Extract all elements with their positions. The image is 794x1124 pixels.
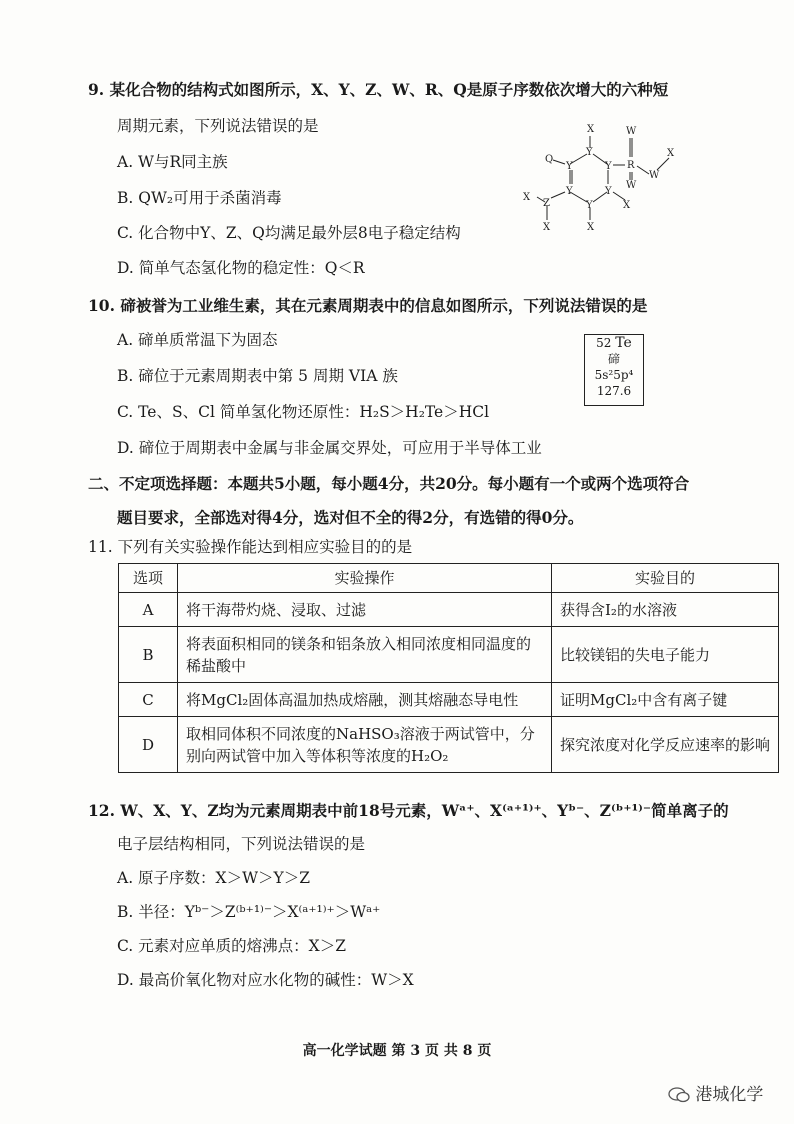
svg-text:Y: Y xyxy=(586,200,593,211)
brand-name: 港城化学 xyxy=(695,1085,764,1105)
q10-option-a: A. 碲单质常温下为固态 xyxy=(117,331,278,349)
element-name: 碲 xyxy=(607,352,620,366)
table-header-operation: 实验操作 xyxy=(178,564,552,593)
svg-text:X: X xyxy=(587,222,595,232)
element-number: 52 xyxy=(596,336,612,350)
svg-text:W: W xyxy=(649,170,660,181)
table-row xyxy=(119,627,779,683)
svg-text:X: X xyxy=(667,148,675,159)
q12-option-d: D. 最高价氧化物对应水化物的碱性：W＞X xyxy=(117,971,414,989)
svg-text:Y: Y xyxy=(605,186,612,197)
table-header-option: 选项 xyxy=(119,564,178,593)
q10-option-b: B. 碲位于元素周期表中第 5 周期 VIA 族 xyxy=(117,367,398,385)
q9-option-a: A. W与R同主族 xyxy=(117,153,228,171)
q12-option-c: C. 元素对应单质的熔沸点：X＞Z xyxy=(117,937,346,955)
section2-heading-line1: 二、不定项选择题：本题共5小题，每小题4分，共20分。每小题有一个或两个选项符合 xyxy=(88,474,690,493)
table-cell-option: B xyxy=(119,627,178,683)
svg-text:Y: Y xyxy=(566,161,573,172)
q10-stem: 10. 碲被誉为工业维生素，其在元素周期表中的信息如图所示，下列说法错误的是 xyxy=(88,296,648,315)
table-cell-operation: 取相同体积不同浓度的NaHSO₃溶液于两试管中，分别向两试管中加入等体积等浓度的H₂O₂ xyxy=(178,717,552,773)
q12-option-b: B. 半径：Yᵇ⁻＞Z⁽ᵇ⁺¹⁾⁻＞X⁽ᵃ⁺¹⁾⁺＞Wᵃ⁺ xyxy=(117,903,381,921)
svg-text:W: W xyxy=(626,126,637,137)
table-cell-purpose: 探究浓度对化学反应速率的影响 xyxy=(552,717,779,773)
q9-stem-line2: 周期元素，下列说法错误的是 xyxy=(117,117,319,135)
q10-option-c: C. Te、S、Cl 简单氢化物还原性：H₂S＞H₂Te＞HCl xyxy=(117,403,490,421)
table-cell-operation: 将干海带灼烧、浸取、过滤 xyxy=(178,593,552,627)
svg-text:W: W xyxy=(626,180,637,191)
element-config: 5s²5p⁴ xyxy=(594,368,634,382)
element-mass: 127.6 xyxy=(596,384,632,398)
svg-text:Y: Y xyxy=(605,161,612,172)
table-cell-operation: 将MgCl₂固体高温加热成熔融，测其熔融态导电性 xyxy=(178,683,552,717)
q12-stem-line2: 电子层结构相同，下列说法错误的是 xyxy=(117,835,366,853)
svg-text:X: X xyxy=(543,222,551,232)
table-cell-purpose: 获得含I₂的水溶液 xyxy=(552,593,779,627)
svg-text:X: X xyxy=(623,200,631,211)
svg-text:Z: Z xyxy=(543,198,550,209)
svg-text:X: X xyxy=(587,124,595,135)
svg-text:X: X xyxy=(523,192,531,203)
q11-stem: 11. 下列有关实验操作能达到相应实验目的的是 xyxy=(88,538,413,556)
q9-option-d: D. 简单气态氢化物的稳定性：Q＜R xyxy=(117,259,365,277)
q10-option-d: D. 碲位于周期表中金属与非金属交界处，可应用于半导体工业 xyxy=(117,439,542,457)
q9-stem-line1: 9. 某化合物的结构式如图所示，X、Y、Z、W、R、Q是原子序数依次增大的六种短 xyxy=(88,80,669,99)
table-row xyxy=(119,717,779,773)
element-symbol: Te xyxy=(615,335,632,351)
table-row xyxy=(119,593,779,627)
svg-text:Y: Y xyxy=(566,186,573,197)
tellurium-element-card xyxy=(584,334,644,406)
svg-text:R: R xyxy=(627,160,635,171)
page-footer: 高一化学试题 第 3 页 共 8 页 xyxy=(302,1043,492,1059)
q12-option-a: A. 原子序数：X＞W＞Y＞Z xyxy=(117,869,311,887)
section2-heading-line2: 题目要求，全部选对得4分，选对但不全的得2分，有选错的得0分。 xyxy=(117,508,584,527)
q12-stem-line1: 12. W、X、Y、Z均为元素周期表中前18号元素，Wᵃ⁺、X⁽ᵃ⁺¹⁾⁺、Yᵇ⁻、Z⁽ᵇ⁺¹⁾⁻简单离子的 xyxy=(88,801,729,820)
q9-option-b: B. QW₂可用于杀菌消毒 xyxy=(117,189,282,207)
table-cell-purpose: 证明MgCl₂中含有离子键 xyxy=(552,683,779,717)
table-cell-option: A xyxy=(119,593,178,627)
brand-watermark xyxy=(668,1080,763,1105)
table-cell-option: C xyxy=(119,683,178,717)
table-row xyxy=(119,683,779,717)
chat-bubble-icon xyxy=(668,1086,690,1104)
svg-text:Q: Q xyxy=(545,154,554,165)
q11-experiment-table xyxy=(118,563,779,773)
table-cell-option: D xyxy=(119,717,178,773)
svg-text:Y: Y xyxy=(586,147,593,158)
q9-structure-diagram xyxy=(515,122,695,232)
table-cell-operation: 将表面积相同的镁条和铝条放入相同浓度相同温度的稀盐酸中 xyxy=(178,627,552,683)
table-header-purpose: 实验目的 xyxy=(552,564,779,593)
table-cell-purpose: 比较镁铝的失电子能力 xyxy=(552,627,779,683)
q9-option-c: C. 化合物中Y、Z、Q均满足最外层8电子稳定结构 xyxy=(117,224,461,242)
table-header-row xyxy=(119,564,779,593)
